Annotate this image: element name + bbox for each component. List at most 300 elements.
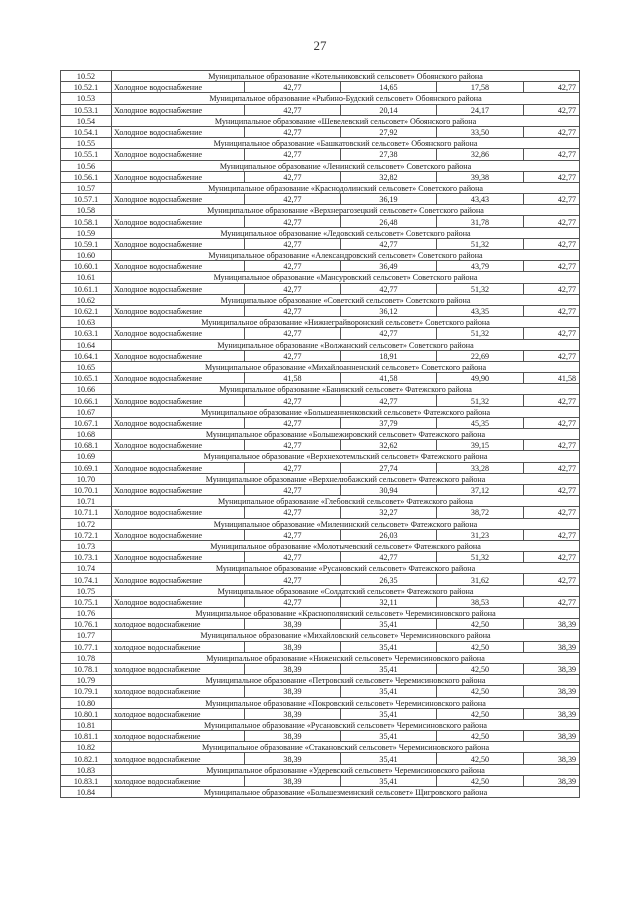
tariff-value: 42,77 <box>524 194 580 205</box>
row-code: 10.57.1 <box>61 194 112 205</box>
tariff-value: 42,77 <box>245 126 341 137</box>
tariff-value: 42,77 <box>245 552 341 563</box>
tariff-value: 42,50 <box>437 775 524 786</box>
row-code: 10.69.1 <box>61 462 112 473</box>
tariff-value: 18,91 <box>341 350 437 361</box>
tariff-row <box>61 216 580 227</box>
tariff-value: 42,77 <box>245 104 341 115</box>
row-code: 10.55 <box>61 138 112 149</box>
tariff-row <box>61 708 580 719</box>
tariff-value: 42,77 <box>341 328 437 339</box>
row-code: 10.67.1 <box>61 417 112 428</box>
service-name: холодное водоснабжение <box>112 641 245 652</box>
service-name: Холодное водоснабжение <box>112 194 245 205</box>
row-code: 10.72.1 <box>61 529 112 540</box>
tariff-value: 38,39 <box>245 619 341 630</box>
municipality-title: Муниципальное образование «Нижнеграйворонский сельсовет» Советского района <box>112 317 580 328</box>
tariff-value: 42,77 <box>245 529 341 540</box>
municipality-row <box>61 608 580 619</box>
tariff-value: 38,39 <box>245 731 341 742</box>
tariff-value: 39,15 <box>437 440 524 451</box>
row-code: 10.52.1 <box>61 82 112 93</box>
tariff-value: 27,92 <box>341 126 437 137</box>
tariff-value: 42,77 <box>524 328 580 339</box>
service-name: холодное водоснабжение <box>112 686 245 697</box>
municipality-title: Муниципальное образование «Молотычевский сельсовет» Фатежского района <box>112 540 580 551</box>
tariff-row <box>61 619 580 630</box>
municipality-row <box>61 93 580 104</box>
tariff-table <box>60 70 580 798</box>
tariff-value: 38,72 <box>437 507 524 518</box>
service-name: Холодное водоснабжение <box>112 238 245 249</box>
tariff-value: 36,49 <box>341 261 437 272</box>
tariff-value: 35,41 <box>341 663 437 674</box>
tariff-value: 42,77 <box>524 507 580 518</box>
municipality-row <box>61 250 580 261</box>
municipality-row <box>61 719 580 730</box>
tariff-value: 35,41 <box>341 708 437 719</box>
row-code: 10.59 <box>61 227 112 238</box>
tariff-value: 42,77 <box>245 283 341 294</box>
municipality-row <box>61 540 580 551</box>
municipality-title: Муниципальное образование «Котельниковский сельсовет» Обоянского района <box>112 71 580 82</box>
row-code: 10.60.1 <box>61 261 112 272</box>
row-code: 10.78.1 <box>61 663 112 674</box>
row-code: 10.81.1 <box>61 731 112 742</box>
municipality-row <box>61 697 580 708</box>
tariff-value: 41,58 <box>341 373 437 384</box>
row-code: 10.84 <box>61 787 112 798</box>
service-name: Холодное водоснабжение <box>112 440 245 451</box>
tariff-value: 26,03 <box>341 529 437 540</box>
tariff-row <box>61 775 580 786</box>
tariff-value: 32,27 <box>341 507 437 518</box>
tariff-value: 33,50 <box>437 126 524 137</box>
tariff-value: 42,77 <box>524 216 580 227</box>
municipality-row <box>61 675 580 686</box>
tariff-value: 51,32 <box>437 552 524 563</box>
municipality-title: Муниципальное образование «Петровский сельсовет» Черемисиновского района <box>112 675 580 686</box>
tariff-value: 37,12 <box>437 484 524 495</box>
tariff-value: 38,39 <box>245 708 341 719</box>
tariff-row <box>61 171 580 182</box>
tariff-value: 35,41 <box>341 753 437 764</box>
municipality-title: Муниципальное образование «Русановский сельсовет» Фатежского района <box>112 563 580 574</box>
municipality-title: Муниципальное образование «Советский сельсовет» Советского района <box>112 294 580 305</box>
municipality-row <box>61 272 580 283</box>
tariff-value: 42,77 <box>245 462 341 473</box>
tariff-row <box>61 283 580 294</box>
service-name: Холодное водоснабжение <box>112 350 245 361</box>
row-code: 10.68.1 <box>61 440 112 451</box>
tariff-value: 36,19 <box>341 194 437 205</box>
row-code: 10.56.1 <box>61 171 112 182</box>
municipality-title: Муниципальное образование «Глебовский сельсовет» Фатежского района <box>112 496 580 507</box>
tariff-row <box>61 104 580 115</box>
tariff-row <box>61 440 580 451</box>
tariff-value: 32,82 <box>341 171 437 182</box>
tariff-value: 38,39 <box>524 753 580 764</box>
row-code: 10.59.1 <box>61 238 112 249</box>
municipality-title: Муниципальное образование «Ленинский сельсовет» Советского района <box>112 160 580 171</box>
tariff-value: 42,77 <box>524 126 580 137</box>
municipality-title: Муниципальное образование «Ниженский сельсовет» Черемисиновского района <box>112 652 580 663</box>
tariff-value: 31,78 <box>437 216 524 227</box>
row-code: 10.80 <box>61 697 112 708</box>
tariff-value: 42,77 <box>245 395 341 406</box>
row-code: 10.82.1 <box>61 753 112 764</box>
municipality-title: Муниципальное образование «Мансуровский сельсовет» Советского района <box>112 272 580 283</box>
tariff-row <box>61 373 580 384</box>
service-name: холодное водоснабжение <box>112 753 245 764</box>
tariff-row <box>61 753 580 764</box>
tariff-value: 42,77 <box>524 440 580 451</box>
municipality-title: Муниципальное образование «Краснодолинский сельсовет» Советского района <box>112 182 580 193</box>
municipality-row <box>61 361 580 372</box>
tariff-value: 30,94 <box>341 484 437 495</box>
row-code: 10.62 <box>61 294 112 305</box>
municipality-title: Муниципальное образование «Большезмеинский сельсовет» Щигровского района <box>112 787 580 798</box>
municipality-row <box>61 451 580 462</box>
tariff-value: 38,39 <box>245 775 341 786</box>
tariff-value: 42,77 <box>524 462 580 473</box>
tariff-value: 42,77 <box>524 417 580 428</box>
municipality-row <box>61 496 580 507</box>
tariff-value: 42,50 <box>437 753 524 764</box>
row-code: 10.70.1 <box>61 484 112 495</box>
tariff-value: 37,79 <box>341 417 437 428</box>
tariff-value: 38,53 <box>437 596 524 607</box>
service-name: Холодное водоснабжение <box>112 126 245 137</box>
tariff-value: 14,65 <box>341 82 437 93</box>
tariff-row <box>61 686 580 697</box>
tariff-row <box>61 126 580 137</box>
municipality-row <box>61 227 580 238</box>
municipality-row <box>61 384 580 395</box>
municipality-row <box>61 473 580 484</box>
municipality-row <box>61 182 580 193</box>
tariff-value: 24,17 <box>437 104 524 115</box>
municipality-row <box>61 787 580 798</box>
service-name: Холодное водоснабжение <box>112 507 245 518</box>
row-code: 10.71.1 <box>61 507 112 518</box>
tariff-value: 31,62 <box>437 574 524 585</box>
municipality-title: Муниципальное образование «Михайлоанненский сельсовет» Советского района <box>112 361 580 372</box>
tariff-value: 42,50 <box>437 708 524 719</box>
service-name: Холодное водоснабжение <box>112 261 245 272</box>
service-name: Холодное водоснабжение <box>112 484 245 495</box>
service-name: Холодное водоснабжение <box>112 552 245 563</box>
service-name: Холодное водоснабжение <box>112 171 245 182</box>
row-code: 10.56 <box>61 160 112 171</box>
tariff-value: 42,77 <box>245 171 341 182</box>
municipality-row <box>61 742 580 753</box>
tariff-value: 42,77 <box>524 596 580 607</box>
tariff-value: 42,77 <box>245 261 341 272</box>
row-code: 10.60 <box>61 250 112 261</box>
tariff-value: 42,77 <box>524 171 580 182</box>
municipality-title: Муниципальное образование «Михайловский сельсовет» Черемисиновского района <box>112 630 580 641</box>
municipality-row <box>61 652 580 663</box>
tariff-value: 42,50 <box>437 731 524 742</box>
service-name: Холодное водоснабжение <box>112 305 245 316</box>
tariff-value: 42,77 <box>245 417 341 428</box>
row-code: 10.83 <box>61 764 112 775</box>
tariff-value: 38,39 <box>245 641 341 652</box>
tariff-value: 42,77 <box>524 350 580 361</box>
tariff-row <box>61 641 580 652</box>
service-name: Холодное водоснабжение <box>112 328 245 339</box>
service-name: Холодное водоснабжение <box>112 417 245 428</box>
tariff-value: 41,58 <box>245 373 341 384</box>
row-code: 10.61 <box>61 272 112 283</box>
municipality-title: Муниципальное образование «Башкатовский сельсовет» Обоянского района <box>112 138 580 149</box>
row-code: 10.57 <box>61 182 112 193</box>
service-name: Холодное водоснабжение <box>112 216 245 227</box>
municipality-title: Муниципальное образование «Краснополянский сельсовет» Черемисиновского района <box>112 608 580 619</box>
service-name: холодное водоснабжение <box>112 663 245 674</box>
municipality-title: Муниципальное образование «Солдатский сельсовет» Фатежского района <box>112 585 580 596</box>
tariff-value: 38,39 <box>524 731 580 742</box>
service-name: Холодное водоснабжение <box>112 373 245 384</box>
service-name: Холодное водоснабжение <box>112 395 245 406</box>
municipality-row <box>61 205 580 216</box>
tariff-row <box>61 82 580 93</box>
tariff-value: 42,77 <box>245 507 341 518</box>
tariff-value: 35,41 <box>341 731 437 742</box>
municipality-row <box>61 585 580 596</box>
tariff-value: 38,39 <box>245 753 341 764</box>
tariff-row <box>61 462 580 473</box>
row-code: 10.74.1 <box>61 574 112 585</box>
row-code: 10.66 <box>61 384 112 395</box>
row-code: 10.58 <box>61 205 112 216</box>
tariff-row <box>61 350 580 361</box>
municipality-title: Муниципальное образование «Миленинский сельсовет» Фатежского района <box>112 518 580 529</box>
tariff-value: 27,74 <box>341 462 437 473</box>
tariff-value: 42,77 <box>245 82 341 93</box>
row-code: 10.76 <box>61 608 112 619</box>
municipality-title: Муниципальное образование «Русановский сельсовет» Черемисиновского района <box>112 719 580 730</box>
row-code: 10.63 <box>61 317 112 328</box>
row-code: 10.67 <box>61 406 112 417</box>
tariff-value: 26,35 <box>341 574 437 585</box>
row-code: 10.76.1 <box>61 619 112 630</box>
tariff-value: 33,28 <box>437 462 524 473</box>
row-code: 10.53 <box>61 93 112 104</box>
tariff-value: 42,77 <box>524 149 580 160</box>
municipality-title: Муниципальное образование «Ледовский сельсовет» Советского района <box>112 227 580 238</box>
row-code: 10.53.1 <box>61 104 112 115</box>
service-name: Холодное водоснабжение <box>112 574 245 585</box>
municipality-row <box>61 71 580 82</box>
service-name: холодное водоснабжение <box>112 731 245 742</box>
tariff-value: 38,39 <box>524 708 580 719</box>
row-code: 10.77.1 <box>61 641 112 652</box>
tariff-value: 42,77 <box>524 104 580 115</box>
municipality-title: Муниципальное образование «Рыбино-Будский сельсовет» Обоянского района <box>112 93 580 104</box>
service-name: Холодное водоснабжение <box>112 149 245 160</box>
row-code: 10.79.1 <box>61 686 112 697</box>
page-number: 27 <box>313 38 327 53</box>
municipality-row <box>61 138 580 149</box>
tariff-value: 42,77 <box>245 305 341 316</box>
tariff-value: 42,77 <box>341 552 437 563</box>
tariff-value: 42,77 <box>341 238 437 249</box>
row-code: 10.69 <box>61 451 112 462</box>
tariff-value: 42,77 <box>341 283 437 294</box>
tariff-value: 42,77 <box>245 484 341 495</box>
row-code: 10.75.1 <box>61 596 112 607</box>
municipality-title: Муниципальное образование «Большеанненковский сельсовет» Фатежского района <box>112 406 580 417</box>
tariff-row <box>61 663 580 674</box>
tariff-value: 38,39 <box>524 775 580 786</box>
tariff-row <box>61 238 580 249</box>
tariff-value: 51,32 <box>437 238 524 249</box>
municipality-title: Муниципальное образование «Александровский сельсовет» Советского района <box>112 250 580 261</box>
row-code: 10.54.1 <box>61 126 112 137</box>
row-code: 10.65.1 <box>61 373 112 384</box>
row-code: 10.54 <box>61 115 112 126</box>
row-code: 10.79 <box>61 675 112 686</box>
tariff-value: 42,77 <box>524 552 580 563</box>
tariff-row <box>61 552 580 563</box>
tariff-value: 35,41 <box>341 641 437 652</box>
service-name: Холодное водоснабжение <box>112 104 245 115</box>
row-code: 10.83.1 <box>61 775 112 786</box>
row-code: 10.73.1 <box>61 552 112 563</box>
service-name: Холодное водоснабжение <box>112 283 245 294</box>
municipality-title: Муниципальное образование «Верхнерагозецкий сельсовет» Советского района <box>112 205 580 216</box>
tariff-value: 42,77 <box>524 529 580 540</box>
municipality-title: Муниципальное образование «Банинский сельсовет» Фатежского района <box>112 384 580 395</box>
tariff-value: 35,41 <box>341 686 437 697</box>
service-name: холодное водоснабжение <box>112 708 245 719</box>
row-code: 10.80.1 <box>61 708 112 719</box>
service-name: холодное водоснабжение <box>112 775 245 786</box>
tariff-value: 36,12 <box>341 305 437 316</box>
row-code: 10.73 <box>61 540 112 551</box>
row-code: 10.52 <box>61 71 112 82</box>
municipality-row <box>61 115 580 126</box>
tariff-value: 42,77 <box>524 82 580 93</box>
tariff-row <box>61 507 580 518</box>
row-code: 10.82 <box>61 742 112 753</box>
row-code: 10.72 <box>61 518 112 529</box>
row-code: 10.58.1 <box>61 216 112 227</box>
tariff-value: 42,50 <box>437 619 524 630</box>
tariff-value: 31,23 <box>437 529 524 540</box>
tariff-value: 42,77 <box>524 574 580 585</box>
tariff-value: 42,77 <box>245 216 341 227</box>
tariff-row <box>61 484 580 495</box>
tariff-value: 42,77 <box>524 484 580 495</box>
tariff-value: 38,39 <box>245 686 341 697</box>
municipality-row <box>61 518 580 529</box>
municipality-title: Муниципальное образование «Шевелевский сельсовет» Обоянского района <box>112 115 580 126</box>
municipality-row <box>61 406 580 417</box>
tariff-value: 42,77 <box>245 149 341 160</box>
tariff-value: 38,39 <box>524 641 580 652</box>
tariff-row <box>61 596 580 607</box>
tariff-row <box>61 194 580 205</box>
tariff-value: 17,58 <box>437 82 524 93</box>
row-code: 10.68 <box>61 429 112 440</box>
municipality-row <box>61 160 580 171</box>
tariff-value: 42,50 <box>437 641 524 652</box>
tariff-value: 42,77 <box>245 440 341 451</box>
tariff-value: 42,77 <box>245 194 341 205</box>
row-code: 10.64 <box>61 339 112 350</box>
tariff-value: 45,35 <box>437 417 524 428</box>
tariff-row <box>61 328 580 339</box>
municipality-row <box>61 429 580 440</box>
tariff-row <box>61 305 580 316</box>
tariff-value: 42,77 <box>524 261 580 272</box>
row-code: 10.65 <box>61 361 112 372</box>
municipality-title: Муниципальное образование «Покровский сельсовет» Черемисиновского района <box>112 697 580 708</box>
tariff-value: 35,41 <box>341 775 437 786</box>
municipality-row <box>61 339 580 350</box>
tariff-value: 51,32 <box>437 395 524 406</box>
municipality-title: Муниципальное образование «Большежировский сельсовет» Фатежского района <box>112 429 580 440</box>
tariff-value: 38,39 <box>524 663 580 674</box>
tariff-value: 41,58 <box>524 373 580 384</box>
municipality-title: Муниципальное образование «Волжанский сельсовет» Советского района <box>112 339 580 350</box>
tariff-value: 38,39 <box>245 663 341 674</box>
tariff-row <box>61 574 580 585</box>
municipality-row <box>61 563 580 574</box>
tariff-value: 42,77 <box>245 596 341 607</box>
row-code: 10.61.1 <box>61 283 112 294</box>
tariff-table-body <box>61 71 580 798</box>
tariff-value: 42,77 <box>341 395 437 406</box>
tariff-value: 42,77 <box>524 283 580 294</box>
municipality-row <box>61 764 580 775</box>
tariff-value: 26,48 <box>341 216 437 227</box>
tariff-value: 43,35 <box>437 305 524 316</box>
row-code: 10.71 <box>61 496 112 507</box>
tariff-value: 42,77 <box>245 238 341 249</box>
municipality-title: Муниципальное образование «Верхнелюбажский сельсовет» Фатежского района <box>112 473 580 484</box>
row-code: 10.55.1 <box>61 149 112 160</box>
row-code: 10.70 <box>61 473 112 484</box>
tariff-value: 42,50 <box>437 663 524 674</box>
tariff-value: 43,79 <box>437 261 524 272</box>
row-code: 10.78 <box>61 652 112 663</box>
tariff-value: 43,43 <box>437 194 524 205</box>
municipality-title: Муниципальное образование «Стакановский сельсовет» Черемисиновского района <box>112 742 580 753</box>
tariff-value: 42,77 <box>245 350 341 361</box>
row-code: 10.74 <box>61 563 112 574</box>
service-name: Холодное водоснабжение <box>112 529 245 540</box>
tariff-value: 32,86 <box>437 149 524 160</box>
tariff-value: 51,32 <box>437 328 524 339</box>
service-name: Холодное водоснабжение <box>112 462 245 473</box>
row-code: 10.66.1 <box>61 395 112 406</box>
service-name: холодное водоснабжение <box>112 619 245 630</box>
tariff-value: 27,38 <box>341 149 437 160</box>
tariff-value: 42,77 <box>524 305 580 316</box>
tariff-value: 49,90 <box>437 373 524 384</box>
tariff-row <box>61 149 580 160</box>
tariff-value: 32,11 <box>341 596 437 607</box>
tariff-value: 42,50 <box>437 686 524 697</box>
tariff-value: 38,39 <box>524 686 580 697</box>
tariff-row <box>61 395 580 406</box>
service-name: Холодное водоснабжение <box>112 82 245 93</box>
row-code: 10.77 <box>61 630 112 641</box>
